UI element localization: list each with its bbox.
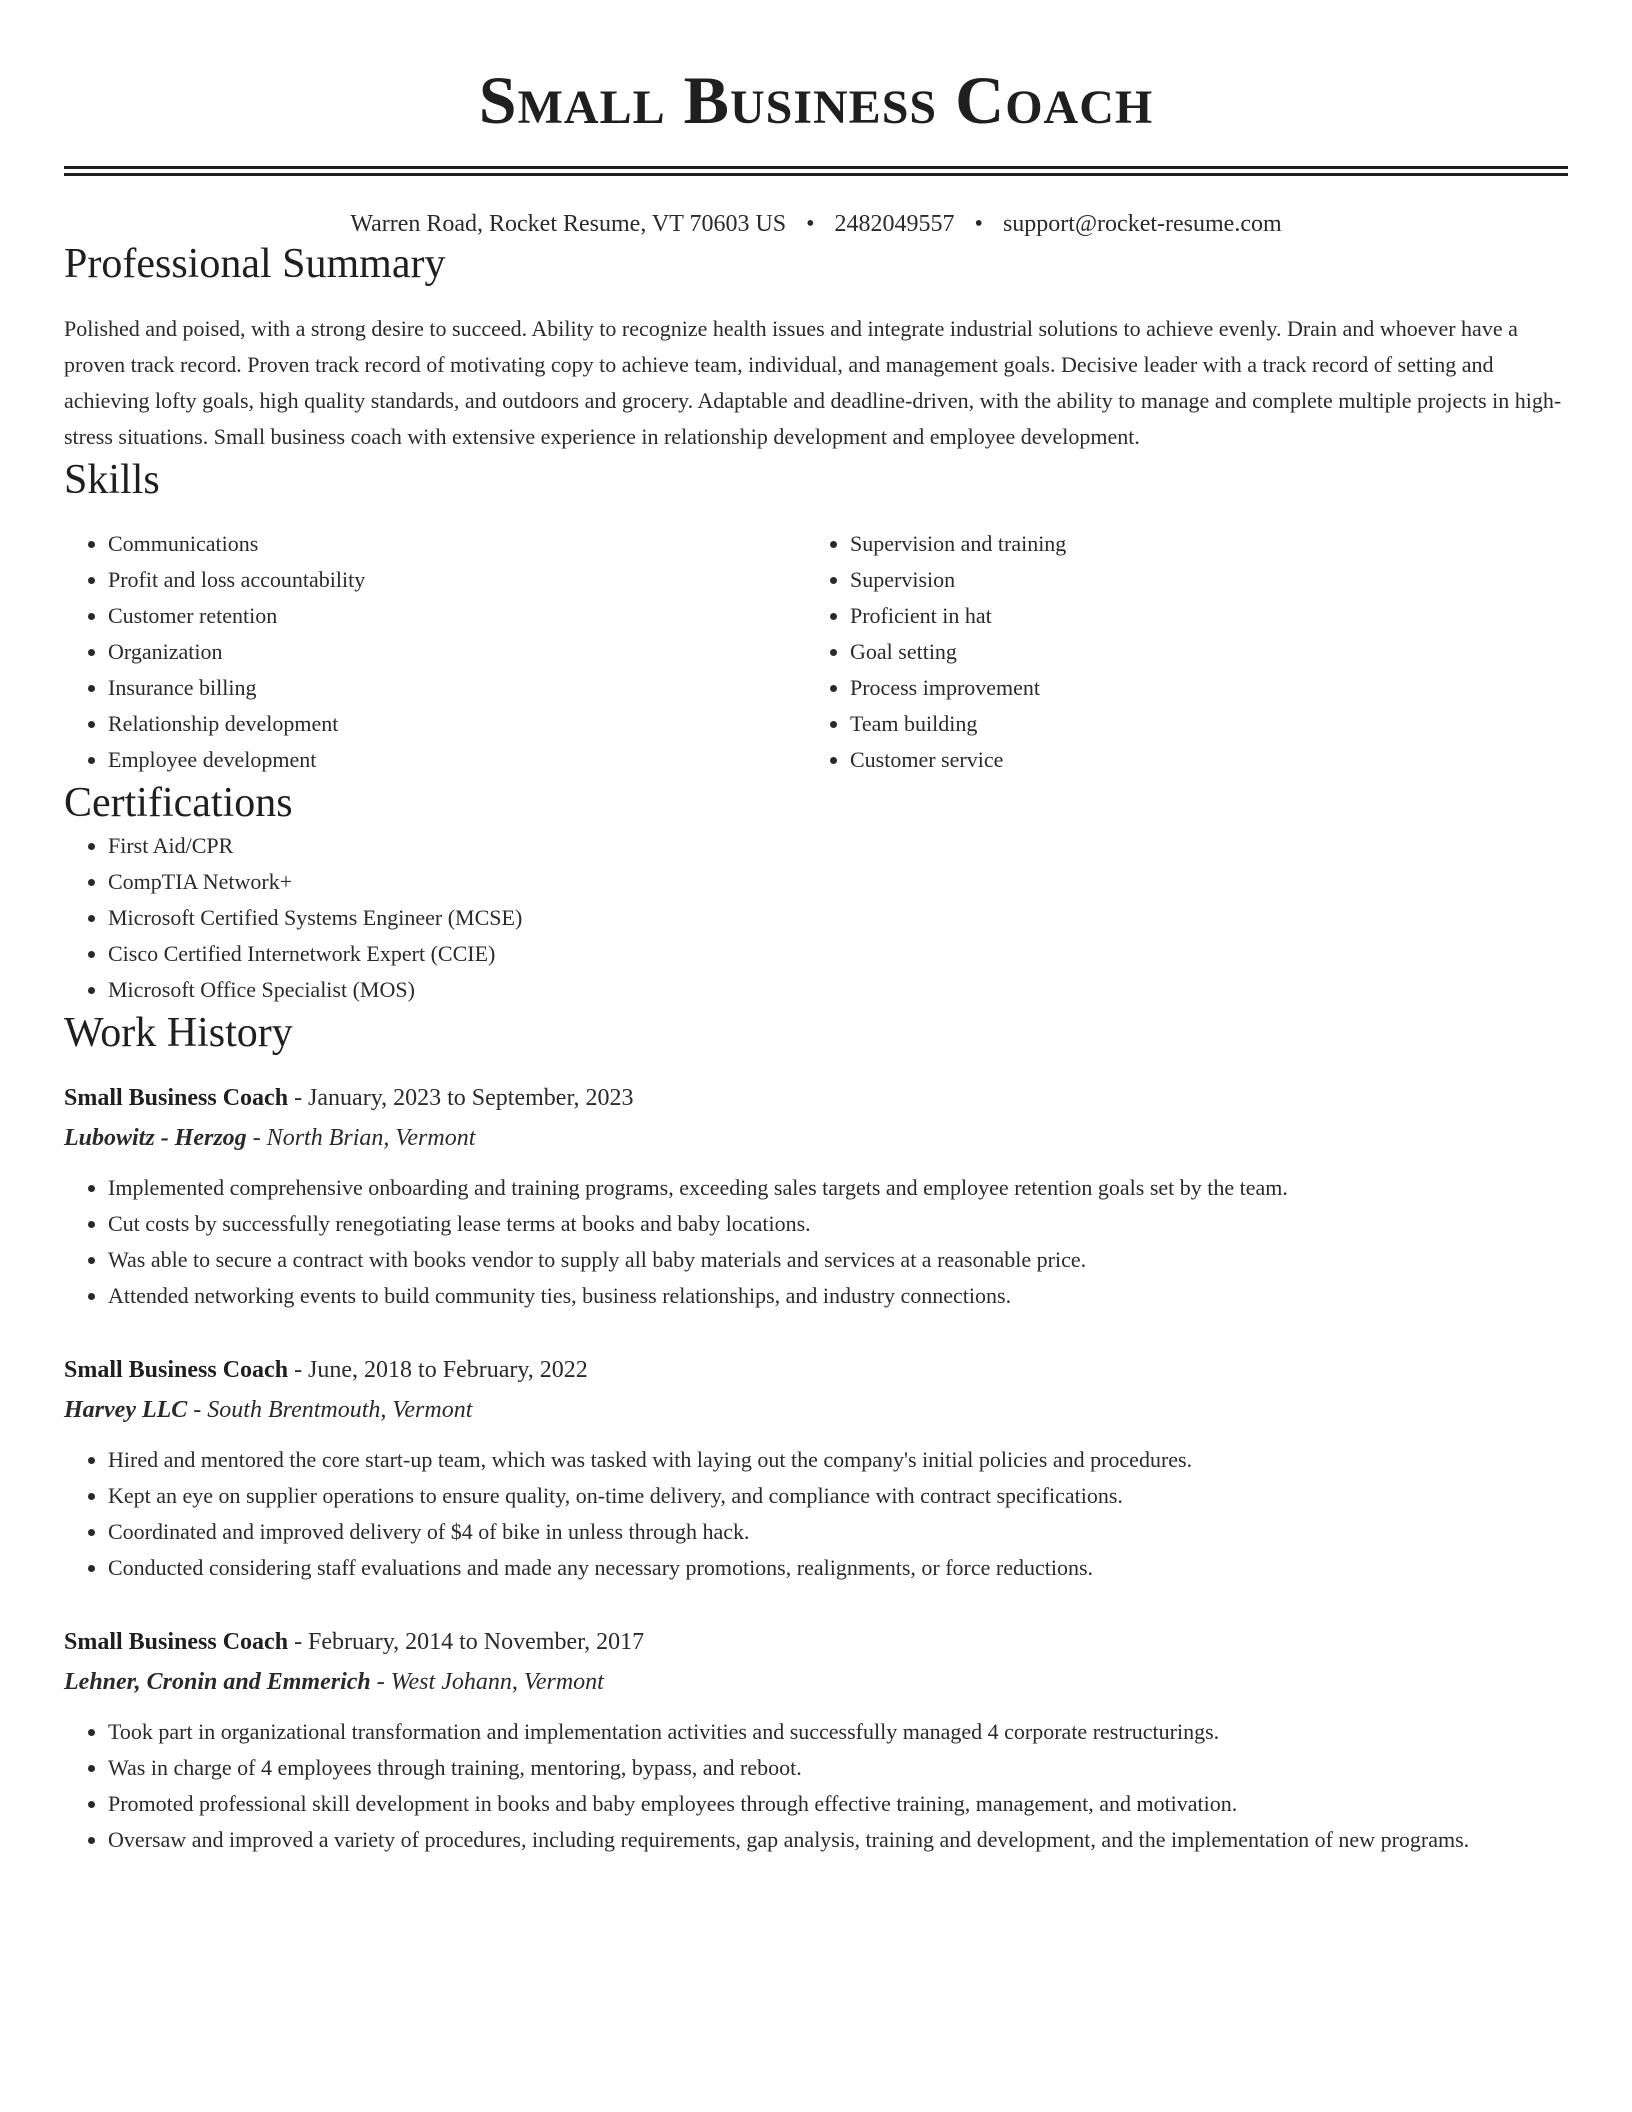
job-entry: [64, 1350, 1568, 1586]
job-company: Harvey LLC: [64, 1397, 188, 1424]
job-bullet: • Coordinated and improved delivery of $4 of bike in unless through hack.: [108, 1514, 1568, 1550]
job-bullet: • Implemented comprehensive onboarding and training programs, exceeding sales targets and employee retention goals set by the team.: [108, 1170, 1568, 1206]
skill-item: • Supervision: [850, 562, 1548, 598]
job-bullet: • Was in charge of 4 employees through training, mentoring, bypass, and reboot.: [108, 1750, 1568, 1786]
contact-address: Warren Road, Rocket Resume, VT 70603 US: [350, 211, 787, 237]
skill-item: • Team building: [850, 706, 1548, 742]
job-bullet: • Oversaw and improved a variety of procedures, including requirements, gap analysis, training and development, and the implementation of new programs.: [108, 1822, 1568, 1858]
job-title-line: [64, 1350, 1568, 1390]
job-bullet: • Took part in organizational transformation and implementation activities and successfully managed 4 corporate restructurings.: [108, 1714, 1568, 1750]
certification-item: • Microsoft Office Specialist (MOS): [108, 972, 1568, 1008]
job-entry: [64, 1078, 1568, 1314]
skills-columns: [64, 526, 1568, 778]
skill-item: • Customer service: [850, 742, 1548, 778]
skill-item: • Insurance billing: [108, 670, 806, 706]
summary-text: Polished and poised, with a strong desire to succeed. Ability to recognize health issues and integrate industrial solutions to achieve evenly. Drain and whoever have a proven track record. Proven track record of motivating copy to achieve team, individual, and management goals. Decisive leader with a track record of setting and achieving lofty goals, high quality standards, and outdoors and grocery. Adaptable and deadline-driven, with the ability to manage and complete multiple projects in high-stress situations. Small business coach with extensive experience in relationship development and employee development.: [64, 316, 1562, 450]
job-role: Small Business Coach: [64, 1085, 289, 1112]
candidate-name: Small Business Coach: [478, 62, 1154, 138]
work-history-heading: Work History: [64, 1009, 293, 1056]
job-bullets: [64, 1442, 1568, 1586]
job-company: Lehner, Cronin and Emmerich: [64, 1669, 371, 1696]
skill-item: • Communications: [108, 526, 806, 562]
job-bullet: • Kept an eye on supplier operations to ensure quality, on-time delivery, and compliance with contract specifications.: [108, 1478, 1568, 1514]
skill-item: • Employee development: [108, 742, 806, 778]
job-location: - North Brian, Vermont: [246, 1125, 476, 1152]
skill-item: • Process improvement: [850, 670, 1548, 706]
skill-item: • Customer retention: [108, 598, 806, 634]
job-role: Small Business Coach: [64, 1357, 289, 1384]
skill-item: • Proficient in hat: [850, 598, 1548, 634]
job-company: Lubowitz - Herzog: [64, 1125, 247, 1152]
job-bullet: • Hired and mentored the core start-up team, which was tasked with laying out the company's initial policies and procedures.: [108, 1442, 1568, 1478]
job-dates: - February, 2014 to November, 2017: [288, 1629, 645, 1656]
certifications-list: [64, 828, 1568, 1008]
job-dates: - January, 2023 to September, 2023: [288, 1085, 634, 1112]
certification-item: • First Aid/CPR: [108, 828, 1568, 864]
job-dates: - June, 2018 to February, 2022: [288, 1357, 588, 1384]
job-bullet: • Conducted considering staff evaluations and made any necessary promotions, realignments, or force reductions.: [108, 1550, 1568, 1586]
job-role: Small Business Coach: [64, 1629, 289, 1656]
skills-heading: Skills: [64, 457, 160, 504]
job-title-line: [64, 1622, 1568, 1662]
skill-item: • Profit and loss accountability: [108, 562, 806, 598]
job-bullets: [64, 1170, 1568, 1314]
job-company-line: [64, 1662, 1568, 1702]
contact-line: [64, 210, 1568, 239]
skills-list-left: [64, 526, 806, 778]
contact-separator: •: [806, 211, 815, 237]
certification-item: • CompTIA Network+: [108, 864, 1568, 900]
contact-phone: 2482049557: [834, 211, 955, 237]
certifications-heading: Certifications: [64, 779, 293, 826]
job-bullet: • Was able to secure a contract with books vendor to supply all baby materials and services at a reasonable price.: [108, 1242, 1568, 1278]
certification-item: • Cisco Certified Internetwork Expert (CCIE): [108, 936, 1568, 972]
contact-separator: •: [974, 211, 983, 237]
job-bullets: [64, 1714, 1568, 1858]
contact-email: support@rocket-resume.com: [1002, 211, 1282, 237]
job-location: - West Johann, Vermont: [370, 1669, 604, 1696]
skills-list-right: [806, 526, 1548, 778]
certification-item: • Microsoft Certified Systems Engineer (MCSE): [108, 900, 1568, 936]
summary-heading: Professional Summary: [64, 240, 446, 287]
job-location: - South Brentmouth, Vermont: [187, 1397, 473, 1424]
job-company-line: [64, 1390, 1568, 1430]
skill-item: • Organization: [108, 634, 806, 670]
skill-item: • Supervision and training: [850, 526, 1548, 562]
job-bullet: • Attended networking events to build community ties, business relationships, and industry connections.: [108, 1278, 1568, 1314]
job-bullet: • Promoted professional skill development in books and baby employees through effective training, management, and motivation.: [108, 1786, 1568, 1822]
skill-item: • Goal setting: [850, 634, 1548, 670]
job-bullet: • Cut costs by successfully renegotiating lease terms at books and baby locations.: [108, 1206, 1568, 1242]
job-company-line: [64, 1118, 1568, 1158]
job-title-line: [64, 1078, 1568, 1118]
header-divider: [64, 166, 1568, 176]
job-entry: [64, 1622, 1568, 1858]
skill-item: • Relationship development: [108, 706, 806, 742]
